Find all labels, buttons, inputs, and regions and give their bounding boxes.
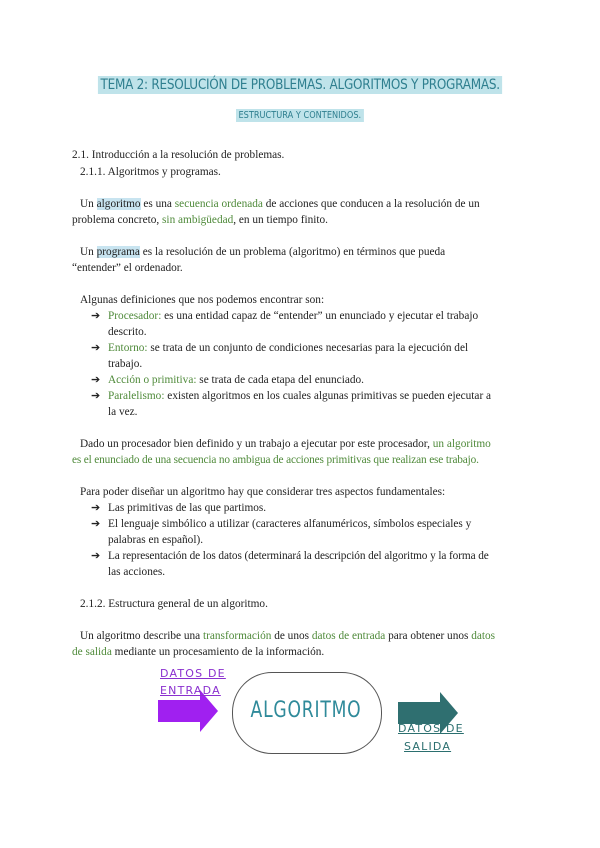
section-2-1-1-heading: 2.1.1. Algoritmos y programas. [80, 166, 221, 178]
aspect-continuation: las acciones. [108, 566, 166, 578]
text-run: es la resolución de un problema (algoritmo) en términos que pueda [139, 246, 446, 258]
arrow-bullet-icon: ➔ [91, 518, 101, 530]
document-subtitle: ESTRUCTURA Y CONTENIDOS. [236, 109, 364, 122]
definition-text: es una entidad capaz de “entender” un enunciado y ejecutar el trabajo [161, 310, 479, 322]
algorithm-label: ALGORITMO [250, 698, 362, 723]
definitions-intro: Algunas definiciones que nos podemos encontrar son: [80, 294, 325, 306]
highlight-algoritmo: algoritmo [96, 198, 141, 210]
definition-continuation: trabajo. [108, 358, 143, 370]
green-term: transformación [202, 630, 272, 642]
section-2-1-heading: 2.1. Introducción a la resolución de problemas. [72, 149, 285, 161]
arrow-bullet-icon: ➔ [91, 342, 101, 354]
arrow-bullet-icon: ➔ [91, 310, 101, 322]
definition-text: se trata de un conjunto de condiciones necesarias para la ejecución del [147, 342, 469, 354]
text-run: , en un tiempo finito. [233, 214, 329, 226]
definition-text: se trata de cada etapa del enunciado. [196, 374, 364, 386]
highlight-programa: programa [96, 246, 140, 258]
definition-term: Acción o primitiva: [108, 374, 197, 386]
text-run: Dado un procesador bien definido y un trabajo a ejecutar por este procesador, [80, 438, 433, 450]
aspect-item: Las primitivas de las que partimos. [108, 502, 267, 514]
document-title: TEMA 2: RESOLUCIÓN DE PROBLEMAS. ALGORITMOS Y PROGRAMAS. [98, 76, 502, 94]
aspect-continuation: palabras en español). [108, 534, 204, 546]
arrow-bullet-icon: ➔ [91, 502, 101, 514]
arrow-bullet-icon: ➔ [91, 374, 101, 386]
green-term: secuencia ordenada [174, 198, 263, 210]
green-term: sin ambigüedad [162, 214, 234, 226]
green-term: de salida [72, 646, 112, 658]
arrow-bullet-icon: ➔ [91, 550, 101, 562]
text-run: Un algoritmo describe una [80, 630, 203, 642]
green-term: un algoritmo [432, 438, 491, 450]
paragraph-program-line2: “entender” el ordenador. [72, 262, 183, 274]
input-label-line1: DATOS DE [160, 667, 226, 680]
paragraph-processor-line2: es el enunciado de una secuencia no ambigua de acciones primitivas que realizan ese trabajo. [72, 454, 479, 466]
definition-term: Entorno: [108, 342, 148, 354]
definition-continuation: descrito. [108, 326, 147, 338]
text-run: de acciones que conducen a la resolución de un [262, 198, 480, 210]
text-run: de unos [271, 630, 312, 642]
definition-term: Paralelismo: [108, 390, 165, 402]
text-run: es una [140, 198, 175, 210]
aspect-item: El lenguaje simbólico a utilizar (caracteres alfanuméricos, símbolos especiales y [108, 518, 472, 530]
input-label-line2: ENTRADA [160, 684, 221, 697]
output-label-line1: DATOS DE [398, 722, 464, 735]
aspect-item: La representación de los datos (determinará la descripción del algoritmo y la forma de [108, 550, 489, 562]
definition-continuation: la vez. [108, 406, 138, 418]
aspects-intro: Para poder diseñar un algoritmo hay que considerar tres aspectos fundamentales: [80, 486, 446, 498]
section-2-1-2-heading: 2.1.2. Estructura general de un algoritmo. [80, 598, 268, 610]
text-run: problema concreto, [72, 214, 163, 226]
arrow-bullet-icon: ➔ [91, 390, 101, 402]
text-run: mediante un procesamiento de la información. [111, 646, 325, 658]
text-run: Un [80, 246, 97, 258]
definition-term: Procesador: [108, 310, 162, 322]
text-run: Un [80, 198, 97, 210]
output-label-line2: SALIDA [404, 740, 452, 753]
green-term: datos de entrada [311, 630, 386, 642]
definition-text: existen algoritmos en los cuales algunas primitivas se pueden ejecutar a [164, 390, 492, 402]
text-run: para obtener unos [385, 630, 472, 642]
green-term: datos [471, 630, 496, 642]
